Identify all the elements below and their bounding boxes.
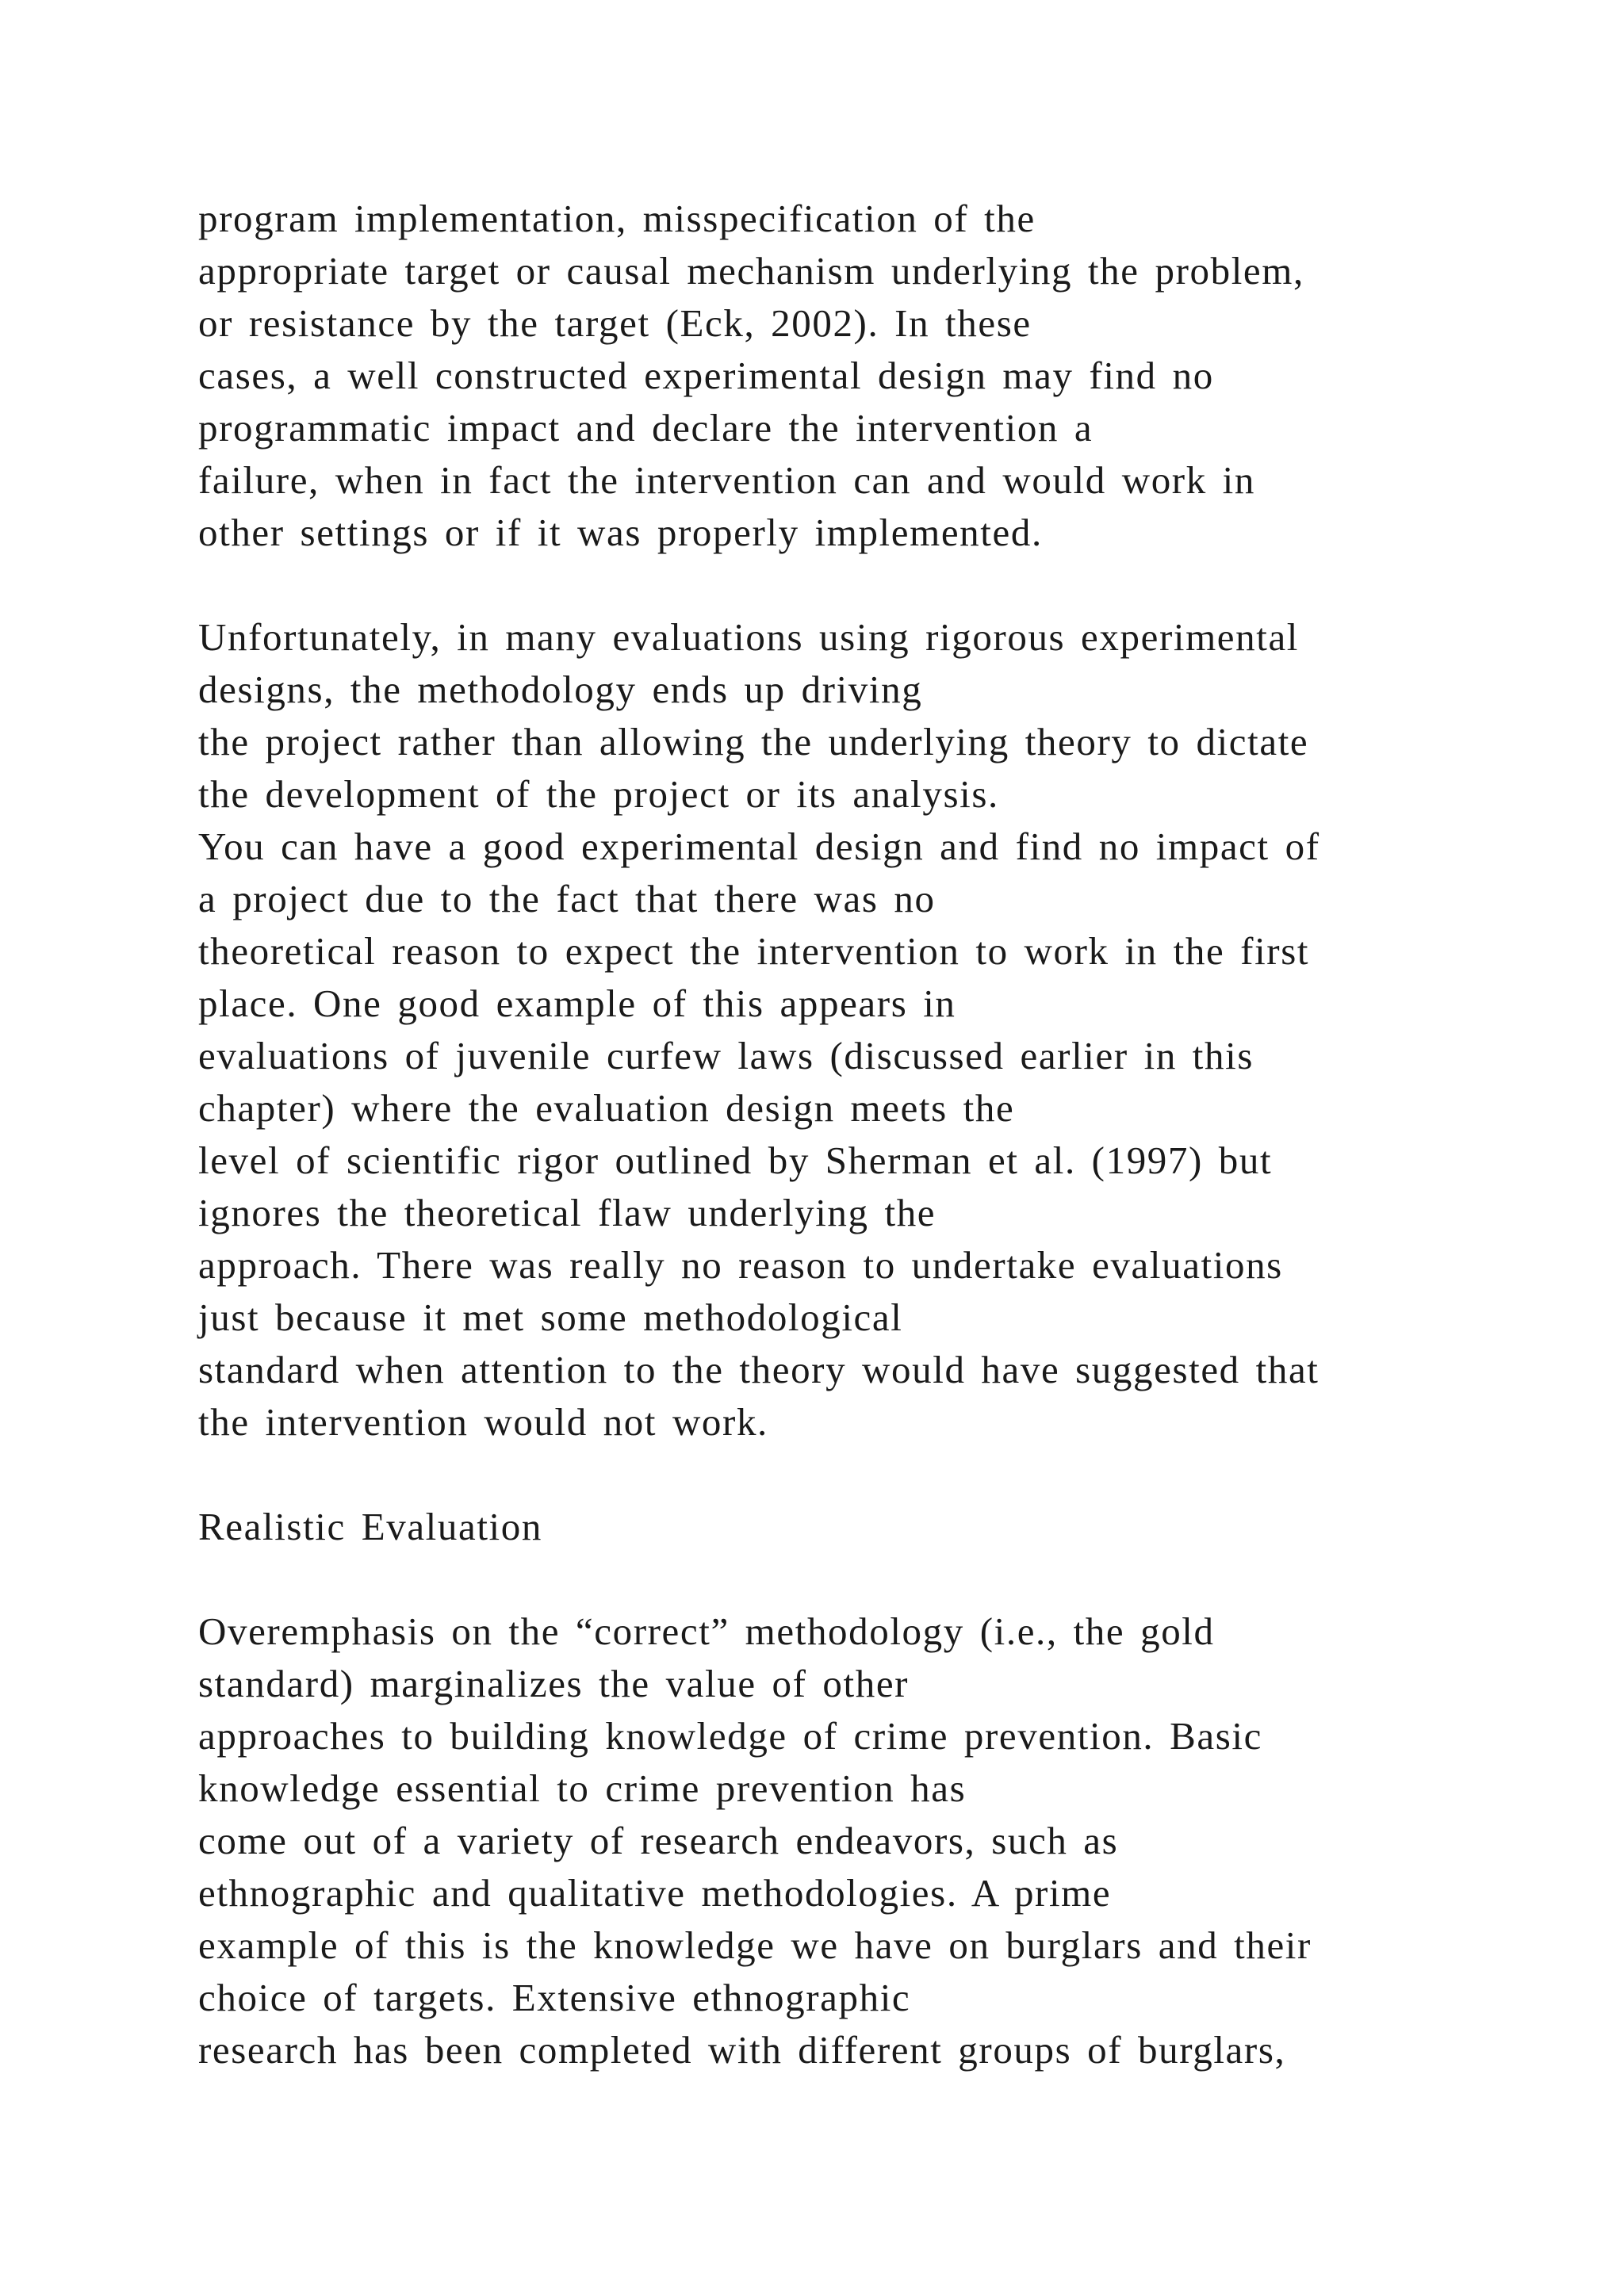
paragraph-gap (198, 559, 1546, 611)
text-line: standard when attention to the theory would have suggested that (198, 1348, 1320, 1391)
text-line: theoretical reason to expect the intervention to work in the first (198, 929, 1310, 973)
paragraph (198, 611, 1546, 1448)
text-line: knowledge essential to crime prevention has (198, 1766, 967, 1810)
text-line: level of scientific rigor outlined by Sherman et al. (1997) but (198, 1138, 1273, 1182)
text-line: programmatic impact and declare the intervention a (198, 406, 1094, 450)
text-line: come out of a variety of research endeavors, such as (198, 1819, 1119, 1862)
text-line: the intervention would not work. (198, 1400, 768, 1444)
paragraph (198, 1605, 1546, 2076)
document-body (198, 193, 1546, 2076)
paragraph (198, 193, 1546, 559)
text-line: Unfortunately, in many evaluations using rigorous experimental (198, 615, 1300, 659)
text-line: You can have a good experimental design and find no impact of (198, 825, 1320, 868)
paragraph-gap (198, 1553, 1546, 1605)
text-line: place. One good example of this appears in (198, 982, 956, 1025)
text-line: Overemphasis on the “correct” methodology (i.e., the gold (198, 1609, 1215, 1653)
text-line: ethnographic and qualitative methodologies. A prime (198, 1871, 1112, 1915)
text-line: cases, a well constructed experimental design may find no (198, 354, 1214, 397)
text-line: the development of the project or its analysis. (198, 772, 999, 816)
text-line: research has been completed with different groups of burglars, (198, 2028, 1286, 2072)
text-line: failure, when in fact the intervention can and would work in (198, 458, 1255, 502)
text-line: standard) marginalizes the value of other (198, 1662, 910, 1705)
text-line: ignores the theoretical flaw underlying the (198, 1191, 936, 1234)
text-line: evaluations of juvenile curfew laws (discussed earlier in this (198, 1034, 1254, 1077)
text-line: approaches to building knowledge of crime prevention. Basic (198, 1714, 1262, 1758)
text-line: designs, the methodology ends up driving (198, 668, 923, 711)
text-line: example of this is the knowledge we have on burglars and their (198, 1923, 1312, 1967)
text-line: appropriate target or causal mechanism underlying the problem, (198, 249, 1304, 293)
paragraph-gap (198, 1448, 1546, 1501)
text-line: or resistance by the target (Eck, 2002). In these (198, 301, 1032, 345)
text-line: chapter) where the evaluation design meets the (198, 1086, 1015, 1130)
text-line: program implementation, misspecification of the (198, 197, 1036, 240)
text-line: approach. There was really no reason to undertake evaluations (198, 1243, 1283, 1287)
text-line: other settings or if it was properly implemented. (198, 511, 1043, 554)
section-heading: Realistic Evaluation (198, 1505, 542, 1548)
text-line: choice of targets. Extensive ethnographic (198, 1976, 911, 2019)
text-line: a project due to the fact that there was no (198, 877, 936, 920)
text-line: the project rather than allowing the underlying theory to dictate (198, 720, 1309, 763)
text-line: just because it met some methodological (198, 1295, 903, 1339)
